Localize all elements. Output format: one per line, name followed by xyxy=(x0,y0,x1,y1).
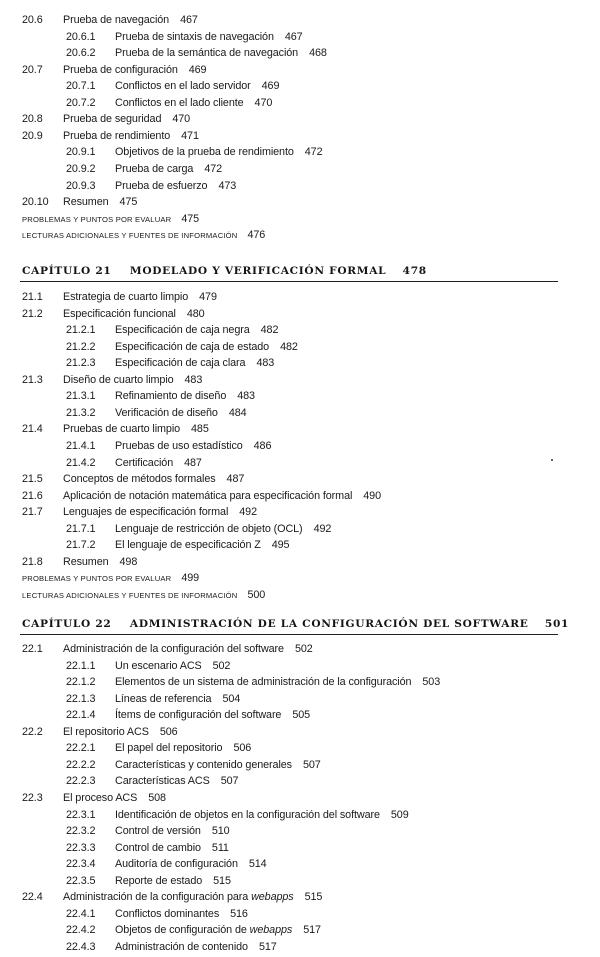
toc-entry-page: 507 xyxy=(302,758,321,771)
toc-entry-page: 514 xyxy=(248,858,267,871)
toc-entry-number: 21.2.1 xyxy=(66,324,96,337)
toc-entry-text xyxy=(63,111,190,127)
toc-entry-text xyxy=(22,570,199,587)
toc-entry-text xyxy=(63,372,202,388)
toc-entry-title: Administración de contenido xyxy=(115,940,248,953)
toc-entry-number: 20.7.1 xyxy=(66,80,96,93)
toc-entry-page: 469 xyxy=(261,80,280,93)
toc-entry-number: 20.7.2 xyxy=(66,96,96,109)
toc-entry-page: 516 xyxy=(230,907,248,920)
toc-entry-number: 20.7 xyxy=(22,63,43,76)
toc-entry-text xyxy=(115,773,238,789)
toc-entry-page: 480 xyxy=(186,307,205,320)
toc-entry-number: 21.7.1 xyxy=(66,522,96,535)
toc-entry-number: 20.9.1 xyxy=(66,146,96,159)
toc-entry-title: Prueba de navegación xyxy=(63,14,170,26)
toc-entry-title: Prueba de esfuerzo xyxy=(115,179,208,192)
toc-entry-title: Elementos de un sistema de administración de la configuración xyxy=(115,676,412,689)
toc-entry-title: Un escenario ACS xyxy=(115,659,202,672)
toc-entry-page: 498 xyxy=(119,555,138,568)
toc-entry-title: Identificación de objetos en la configuración del software xyxy=(115,808,380,821)
toc-entry-page: 495 xyxy=(271,539,290,552)
toc-entry-number: 20.6 xyxy=(22,14,43,26)
toc-entry-text xyxy=(63,724,178,740)
toc-entry-page: 479 xyxy=(199,291,217,303)
toc-entry-title: Lenguajes de especificación formal xyxy=(63,506,229,519)
toc-entry-text xyxy=(63,504,257,520)
toc-entry-text xyxy=(115,906,248,922)
toc-entry-number: 22.3.2 xyxy=(66,825,96,838)
toc-entry-title: Administración de la configuración para webapps xyxy=(63,891,294,904)
toc-entry-page: 506 xyxy=(233,742,252,755)
toc-entry-number: 22.3.5 xyxy=(66,874,96,887)
toc-entry-title: Pruebas de cuarto limpio xyxy=(63,423,181,436)
toc-entry-page: 502 xyxy=(212,659,231,672)
toc-entry-number: 22.1.2 xyxy=(66,676,96,689)
toc-entry-title: Estrategia de cuarto limpio xyxy=(63,291,189,303)
toc-entry-title: El papel del repositorio xyxy=(115,742,223,755)
toc-entry-title: Resumen xyxy=(63,555,109,568)
toc-entry-text xyxy=(22,587,265,604)
toc-entry-text xyxy=(115,438,271,454)
toc-entry-number: 22.1.1 xyxy=(66,659,96,672)
toc-entry-title: Prueba de sintaxis de navegación xyxy=(115,30,274,43)
toc-entry-number: 21.2 xyxy=(22,307,43,320)
toc-entry-page: 500 xyxy=(247,588,266,601)
toc-entry-page: 472 xyxy=(204,162,223,175)
toc-entry-text xyxy=(63,62,206,78)
toc-entry-text xyxy=(115,405,247,421)
toc-entry-number: 22.2.2 xyxy=(66,758,96,771)
toc-entry-text xyxy=(22,211,199,228)
toc-entry-text xyxy=(115,339,298,355)
toc-entry-page: 473 xyxy=(218,179,237,192)
toc-entry-page: 515 xyxy=(304,891,323,904)
toc-entry-title: Prueba de seguridad xyxy=(63,113,162,126)
toc-entry-page: 517 xyxy=(258,940,277,953)
scan-speck xyxy=(551,459,553,461)
toc-entry-page: 482 xyxy=(280,340,298,353)
toc-entry-number: 22.3.3 xyxy=(66,841,96,854)
toc-entry-title: Prueba de carga xyxy=(115,162,194,175)
toc-entry-title: El repositorio ACS xyxy=(63,725,149,738)
toc-entry-page: 503 xyxy=(422,676,441,689)
toc-entry-text xyxy=(63,289,217,305)
toc-entry-number: 21.2.2 xyxy=(66,340,96,353)
toc-entry-title: Resumen xyxy=(63,196,109,209)
chapter-22-title: ADMINISTRACIÓN DE LA CONFIGURACIÓN DEL SOFTWARE xyxy=(129,618,529,630)
toc-entry-title: Características ACS xyxy=(115,775,210,788)
toc-entry-text xyxy=(115,939,277,955)
chapter-21-number: CAPÍTULO 21 xyxy=(22,265,112,277)
chapter-21-heading xyxy=(22,263,556,279)
toc-entry-page: 490 xyxy=(363,489,381,502)
toc-entry-number: 20.9.2 xyxy=(66,162,96,175)
toc-entry-title: Diseño de cuarto limpio xyxy=(63,373,174,386)
toc-entry-text xyxy=(115,178,236,194)
toc-entry-title: Control de cambio xyxy=(115,841,201,854)
toc-entry-title: Objetivos de la prueba de rendimiento xyxy=(115,146,294,159)
toc-entry-title: Refinamiento de diseño xyxy=(115,390,227,403)
toc-entry-text xyxy=(63,421,209,437)
toc-entry-number: 22.3.4 xyxy=(66,858,96,871)
toc-entry-page: 467 xyxy=(180,14,198,26)
toc-entry-text xyxy=(115,521,331,537)
toc-entry-title: Administración de la configuración del software xyxy=(63,643,284,655)
toc-entry-page: 483 xyxy=(184,373,203,386)
toc-entry-text xyxy=(22,227,265,244)
toc-entry-title: Reporte de estado xyxy=(115,874,203,887)
toc-entry-number: 20.9 xyxy=(22,129,43,142)
toc-entry-text xyxy=(115,873,231,889)
toc-entry-page: 486 xyxy=(253,439,272,452)
toc-entry-title: Auditoría de configuración xyxy=(115,858,238,871)
toc-entry-page: 476 xyxy=(247,229,266,242)
toc-entry-number: 21.8 xyxy=(22,555,43,568)
toc-entry-number: 22.4.3 xyxy=(66,940,96,953)
toc-entry-page: 499 xyxy=(181,572,200,585)
toc-entry-title: Prueba de configuración xyxy=(63,63,178,76)
toc-entry-page: 483 xyxy=(256,357,275,370)
toc-entry-text xyxy=(115,144,322,160)
toc-entry-title: Especificación de caja de estado xyxy=(115,340,270,353)
chapter-22-heading xyxy=(22,616,570,632)
toc-entry-text xyxy=(115,856,267,872)
toc-entry-page: 487 xyxy=(226,473,245,486)
toc-entry-number: 22.3.1 xyxy=(66,808,96,821)
toc-entry-text xyxy=(63,194,137,210)
chapter-22-rule xyxy=(20,634,558,635)
toc-entry-number: 21.3.1 xyxy=(66,390,96,403)
toc-entry-text xyxy=(115,161,222,177)
toc-entry-page: 475 xyxy=(181,212,200,225)
toc-entry-text xyxy=(115,355,274,371)
toc-entry-text xyxy=(115,322,278,338)
toc-entry-title: Conflictos en el lado servidor xyxy=(115,80,251,93)
toc-entry-page: 510 xyxy=(211,825,230,838)
toc-entry-number: 20.8 xyxy=(22,113,43,126)
toc-entry-title: Prueba de la semántica de navegación xyxy=(115,47,299,60)
toc-entry-text xyxy=(63,641,313,657)
chapter-21-title: MODELADO Y VERIFICACIÓN FORMAL xyxy=(129,265,387,277)
toc-entry-number: 22.1.3 xyxy=(66,692,96,705)
toc-entry-page: 517 xyxy=(303,924,321,937)
toc-entry-page: 511 xyxy=(211,841,229,854)
toc-entry-text xyxy=(63,889,322,905)
toc-entry-number: 21.4.2 xyxy=(66,456,96,469)
toc-entry-page: 509 xyxy=(390,808,409,821)
toc-entry-title: LECTURAS ADICIONALES Y FUENTES DE INFORMACIÓN xyxy=(22,590,238,600)
toc-entry-title: Control de versión xyxy=(115,825,201,838)
toc-entry-text xyxy=(63,12,198,28)
toc-entry-title: Especificación de caja negra xyxy=(115,324,250,337)
toc-entry-page: 472 xyxy=(304,146,323,159)
toc-entry-title: El lenguaje de especificación Z xyxy=(115,539,261,552)
toc-entry-text xyxy=(115,95,272,111)
toc-entry-title: Conceptos de métodos formales xyxy=(63,473,216,486)
toc-entry-number: 21.5 xyxy=(22,473,43,486)
toc-entry-number: 21.6 xyxy=(22,489,43,502)
toc-entry-text xyxy=(63,471,244,487)
toc-entry-title: Lenguaje de restricción de objeto (OCL) xyxy=(115,522,303,535)
toc-entry-number: 22.4.2 xyxy=(66,924,96,937)
toc-entry-text xyxy=(115,740,251,756)
toc-entry-number: 22.2.3 xyxy=(66,775,96,788)
toc-entry-title: Especificación funcional xyxy=(63,307,176,320)
toc-entry-page: 470 xyxy=(172,113,191,126)
toc-entry-text xyxy=(63,790,166,806)
toc-entry-text xyxy=(115,29,303,45)
toc-entry-text xyxy=(115,807,409,823)
toc-entry-text xyxy=(115,823,230,839)
toc-entry-text xyxy=(115,840,229,856)
toc-entry-title: Líneas de referencia xyxy=(115,692,212,705)
toc-entry-page: 502 xyxy=(294,643,313,655)
toc-entry-title: LECTURAS ADICIONALES Y FUENTES DE INFORMACIÓN xyxy=(22,231,238,241)
toc-entry-page: 475 xyxy=(119,196,138,209)
toc-entry-title: PROBLEMAS Y PUNTOS POR EVALUAR xyxy=(22,214,172,224)
toc-entry-title: Prueba de rendimiento xyxy=(63,129,171,142)
toc-entry-number: 20.10 xyxy=(22,196,49,209)
toc-entry-page: 506 xyxy=(159,725,178,738)
toc-entry-number: 20.6.2 xyxy=(66,47,96,60)
toc-entry-page: 468 xyxy=(309,47,327,60)
chapter-22-page: 501 xyxy=(544,618,570,630)
toc-entry-number: 21.4 xyxy=(22,423,43,436)
toc-entry-number: 21.4.1 xyxy=(66,439,96,452)
toc-entry-number: 21.7 xyxy=(22,506,43,519)
toc-entry-text xyxy=(115,707,310,723)
toc-entry-text xyxy=(115,922,321,938)
chapter-21-rule xyxy=(20,281,558,282)
toc-entry-page: 487 xyxy=(184,456,202,469)
toc-entry-title: El proceso ACS xyxy=(63,791,138,804)
toc-entry-page: 504 xyxy=(222,692,241,705)
toc-entry-page: 492 xyxy=(239,506,257,519)
toc-entry-text xyxy=(115,757,321,773)
toc-entry-number: 20.6.1 xyxy=(66,30,96,43)
toc-entry-number: 22.1 xyxy=(22,643,43,655)
toc-entry-number: 21.3.2 xyxy=(66,406,96,419)
toc-entry-number: 22.4 xyxy=(22,891,43,904)
toc-entry-title: Especificación de caja clara xyxy=(115,357,246,370)
toc-entry-page: 492 xyxy=(313,522,332,535)
toc-entry-page: 471 xyxy=(181,129,199,142)
toc-entry-page: 483 xyxy=(237,390,255,403)
toc-entry-page: 515 xyxy=(213,874,231,887)
toc-entry-number: 21.2.3 xyxy=(66,357,96,370)
toc-entry-title: PROBLEMAS Y PUNTOS POR EVALUAR xyxy=(22,574,172,584)
toc-entry-text xyxy=(63,488,381,504)
toc-entry-text xyxy=(115,674,440,690)
toc-entry-title: Conflictos en el lado cliente xyxy=(115,96,244,109)
toc-entry-number: 22.2 xyxy=(22,725,43,738)
toc-entry-title: Verificación de diseño xyxy=(115,406,218,419)
toc-entry-title: Conflictos dominantes xyxy=(115,907,220,920)
toc-entry-page: 470 xyxy=(254,96,273,109)
toc-entry-text xyxy=(115,691,240,707)
toc-entry-page: 482 xyxy=(260,324,279,337)
toc-entry-page: 467 xyxy=(284,30,303,43)
toc-entry-number: 20.9.3 xyxy=(66,179,96,192)
toc-entry-title: Pruebas de uso estadístico xyxy=(115,439,243,452)
toc-entry-title: Características y contenido generales xyxy=(115,758,292,771)
toc-entry-number: 21.7.2 xyxy=(66,539,96,552)
toc-entry-text xyxy=(115,388,255,404)
toc-entry-text xyxy=(115,537,289,553)
toc-entry-number: 21.1 xyxy=(22,291,43,303)
toc-entry-title: Objetos de configuración de webapps xyxy=(115,924,293,937)
toc-entry-text xyxy=(115,658,230,674)
toc-entry-text xyxy=(115,455,202,471)
toc-entry-number: 21.3 xyxy=(22,373,43,386)
toc-entry-number: 22.2.1 xyxy=(66,742,96,755)
toc-entry-page: 507 xyxy=(220,775,239,788)
toc-entry-number: 22.4.1 xyxy=(66,907,96,920)
toc-entry-text xyxy=(63,554,137,570)
toc-entry-title: Certificación xyxy=(115,456,174,469)
toc-entry-number: 22.1.4 xyxy=(66,709,96,722)
chapter-22-number: CAPÍTULO 22 xyxy=(22,618,112,630)
toc-entry-title: Aplicación de notación matemática para especificación formal xyxy=(63,489,353,502)
toc-entry-page: 505 xyxy=(292,709,311,722)
toc-entry-text xyxy=(115,78,279,94)
toc-entry-page: 469 xyxy=(188,63,207,76)
toc-entry-text xyxy=(63,306,205,322)
toc-entry-number: 22.3 xyxy=(22,791,43,804)
toc-entry-text xyxy=(63,128,199,144)
chapter-21-page: 478 xyxy=(402,265,427,277)
toc-entry-page: 485 xyxy=(191,423,209,436)
toc-entry-title: Ítems de configuración del software xyxy=(115,709,282,722)
toc-entry-page: 508 xyxy=(148,791,166,804)
toc-entry-page: 484 xyxy=(228,406,247,419)
toc-entry-text xyxy=(115,45,327,61)
